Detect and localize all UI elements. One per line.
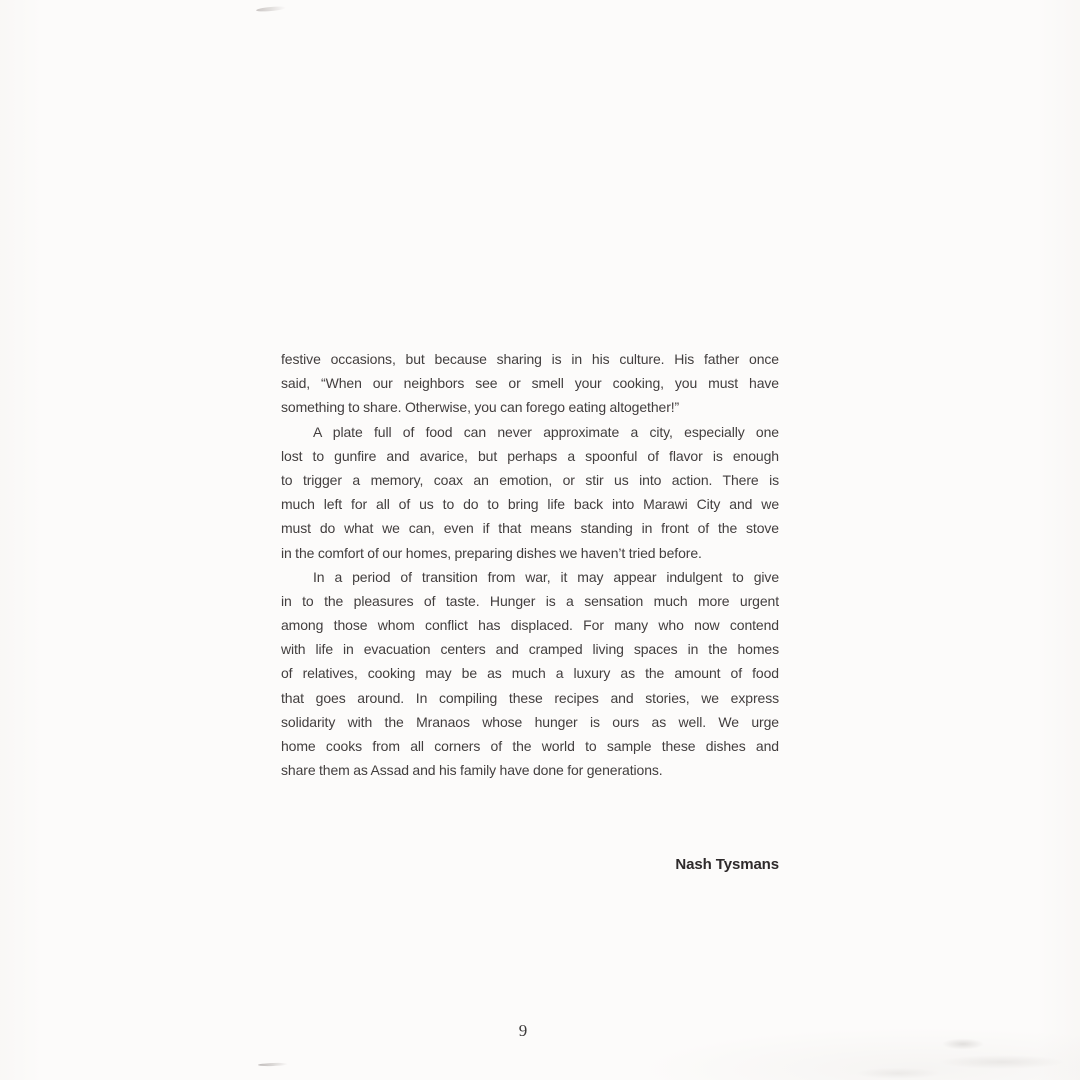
text-line: that goes around. In compiling these recipes and stories, we express	[281, 689, 779, 706]
page-number: 9	[518, 1021, 528, 1040]
text-line: to trigger a memory, coax an emotion, or stir us into action. There is	[281, 471, 779, 488]
text-line: In a period of transition from war, it may appear indulgent to give	[313, 568, 779, 585]
text-line: of relatives, cooking may be as much a luxury as the amount of food	[281, 665, 779, 682]
text-line: festive occasions, but because sharing is in his culture. His father once	[281, 351, 779, 367]
paragraph	[281, 420, 779, 565]
text-line: in the comfort of our homes, preparing dishes we haven’t tried before.	[281, 544, 702, 561]
paragraph	[281, 565, 779, 783]
text-line: A plate full of food can never approximate a city, especially one	[313, 423, 779, 440]
body-text	[281, 347, 779, 782]
text-line: must do what we can, even if that means standing in front of the stove	[281, 520, 779, 537]
text-line: among those whom conflict has displaced. For many who now contend	[281, 617, 779, 634]
text-line: something to share. Otherwise, you can forego eating altogether!”	[281, 399, 680, 416]
text-line: home cooks from all corners of the world to sample these dishes and	[281, 738, 779, 754]
text-line: share them as Assad and his family have done for generations.	[281, 762, 663, 779]
text-line: said, “When our neighbors see or smell your cooking, you must have	[281, 375, 779, 392]
paragraph	[281, 347, 779, 420]
text-line: much left for all of us to do to bring life back into Marawi City and we	[281, 496, 779, 513]
text-line: lost to gunfire and avarice, but perhaps a spoonful of flavor is enough	[281, 447, 779, 464]
author-signature: Nash Tysmans	[675, 856, 779, 873]
text-line: solidarity with the Mranaos whose hunger is ours as well. We urge	[281, 713, 779, 730]
text-line: in to the pleasures of taste. Hunger is a sensation much more urgent	[281, 592, 779, 609]
scan-artifact-top	[256, 6, 286, 13]
scan-noise-smudge	[820, 1035, 1080, 1080]
scan-artifact-bottom	[258, 1062, 288, 1066]
text-line: with life in evacuation centers and cramped living spaces in the homes	[281, 641, 779, 658]
